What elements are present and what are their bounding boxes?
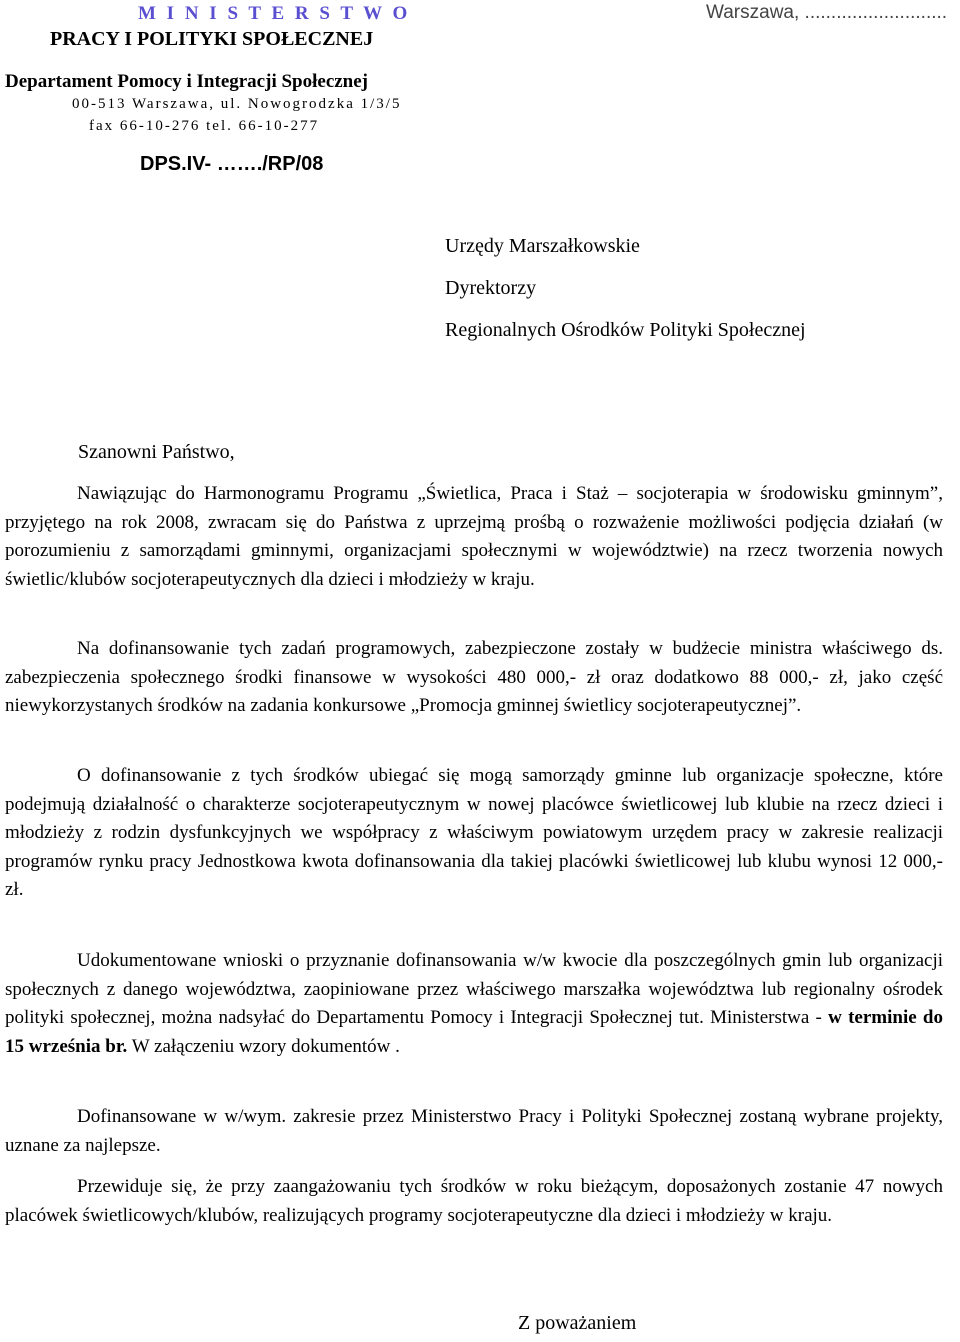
paragraph-3-text: O dofinansowanie z tych środków ubiegać się mogą samorządy gminne lub organizacje społeczne, które podejmują działalność o charakterze socjoterapeutycznym w nowej placówce świetlicowej lub klubie na rzecz dzieci i młodzieży z rodzin dysfunkcyjnych we współpracy z właściwym powiatowym urzędem pracy w zakresie realizacji programów rynku pracy Jednostkowa kwota dofinansowania dla takiej placówki świetlicowej lub klubu wynosi 12 000,- zł. bbox=[5, 765, 943, 900]
paragraph-6 bbox=[5, 1173, 943, 1230]
addressee-line1: Urzędy Marszałkowskie bbox=[445, 235, 640, 257]
reference-number: DPS.IV- ……./RP/08 bbox=[140, 153, 324, 175]
paragraph-4-text: Udokumentowane wnioski o przyznanie dofinansowania w/w kwocie dla poszczególnych gmin lub organizacji społecznych z danego województwa, zaopiniowane przez właściwego marszałka województwa lub regionalny ośrodek polityki społecznej, można nadsyłać do Departamentu Pomocy i Integracji Społecznej tut. Ministerstwa - bbox=[5, 950, 943, 1028]
ministry-name-line2: PRACY I POLITYKI SPOŁECZNEJ bbox=[50, 28, 374, 50]
paragraph-5-text: Dofinansowane w w/wym. zakresie przez Ministerstwo Pracy i Polityki Społecznej zostaną wybrane projekty, uznane za najlepsze. bbox=[5, 1106, 943, 1156]
paragraph-1-text: Nawiązując do Harmonogramu Programu „Świetlica, Praca i Staż – socjoterapia w środowisku gminnym”, przyjętego na rok 2008, zwracam się do Państwa z uprzejmą prośbą o rozważenie możliwości podjęcia działań (w porozumieniu z samorządami gminnymi, organizacjami społecznymi w województwie) na rzecz tworzenia nowych świetlic/klubów socjoterapeutycznych dla dzieci i młodzieży w kraju. bbox=[5, 483, 943, 590]
deadline-text: w terminie do 15 września br. bbox=[5, 1007, 943, 1057]
ministry-address: 00-513 Warszawa, ul. Nowogrodzka 1/3/5 bbox=[72, 96, 402, 112]
department-name: Departament Pomocy i Integracji Społecznej bbox=[5, 71, 369, 92]
paragraph-3 bbox=[5, 762, 943, 905]
addressee-line2: Dyrektorzy bbox=[445, 277, 537, 299]
paragraph-2 bbox=[5, 635, 943, 721]
paragraph-1 bbox=[5, 480, 943, 594]
paragraph-4 bbox=[5, 947, 943, 1061]
salutation: Szanowni Państwo, bbox=[78, 441, 235, 463]
paragraph-6-text: Przewiduje się, że przy zaangażowaniu tych środków w roku bieżącym, doposażonych zostanie 47 nowych placówek świetlicowych/klubów, realizujących programy socjoterapeutyczne dla dzieci i młodzieży w kraju. bbox=[5, 1176, 943, 1226]
closing-phrase: Z poważaniem bbox=[518, 1312, 637, 1334]
paragraph-2-text: Na dofinansowanie tych zadań programowych, zabezpieczone zostały w budżecie ministra właściwego ds. zabezpieczenia społecznego środki finansowe w wysokości 480 000,- zł oraz dodatkowo 88 000,- zł, jako część niewykorzystanych środków na zadania konkursowe „Promocja gminnej świetlicy socjoterapeutycznej”. bbox=[5, 638, 943, 716]
place-date: Warszawa, ........................... bbox=[706, 2, 948, 23]
attachment-note: W załączeniu wzory dokumentów . bbox=[127, 1035, 400, 1057]
paragraph-5 bbox=[5, 1103, 943, 1160]
ministry-fax-phone: fax 66-10-276 tel. 66-10-277 bbox=[89, 118, 320, 134]
addressee-line3: Regionalnych Ośrodków Polityki Społecznej bbox=[445, 319, 806, 341]
ministry-name-line1: M I N I S T E R S T W O bbox=[138, 3, 411, 24]
